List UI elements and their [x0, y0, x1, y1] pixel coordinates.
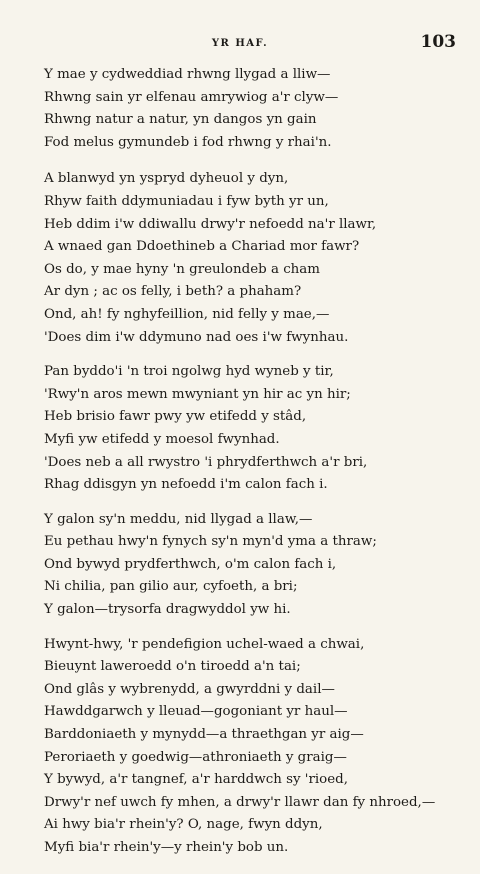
running-head: YR HAF. [211, 38, 269, 49]
poem-line: Ar dyn ; ac os felly, i beth? a phaham? [44, 284, 302, 300]
poem-line: Hwynt-hwy, 'r pendefigion uchel-waed a chwai, [44, 636, 365, 652]
poem-line: Barddoniaeth y mynydd—a thraethgan yr aig— [44, 727, 364, 743]
poem-line: Ni chilia, pan gilio aur, cyfoeth, a bri; [44, 579, 298, 595]
poem-line: Pan byddo'i 'n troi ngolwg hyd wyneb y tir, [44, 364, 334, 380]
poem-line: Heb ddim i'w ddiwallu drwy'r nefoedd na'r llawr, [44, 216, 377, 232]
poem-line: A wnaed gan Ddoethineb a Chariad mor fawr? [44, 239, 360, 255]
stanza [44, 64, 464, 154]
poem-line: Peroriaeth y goedwig—athroniaeth y graig— [44, 749, 347, 765]
poem-line: Heb brisio fawr pwy yw etifedd y stâd, [44, 409, 307, 425]
poem-line: Y bywyd, a'r tangnef, a'r harddwch sy 'rioed, [44, 772, 348, 788]
poem-line: 'Does dim i'w ddymuno nad oes i'w fwynhau. [44, 329, 349, 345]
poem-line: Y galon sy'n meddu, nid llygad a llaw,— [44, 511, 313, 527]
poem-line: Myfi yw etifedd y moesol fwynhad. [44, 431, 280, 447]
poem-line: Drwy'r nef uwch fy mhen, a drwy'r llawr dan fy nhroed,— [44, 794, 436, 810]
page-number: 103 [420, 32, 456, 52]
poem-line: Rhyw faith ddymuniadau i fyw byth yr un, [44, 193, 329, 209]
poem-line: Ond bywyd prydferthwch, o'm calon fach i, [44, 556, 337, 572]
stanza [44, 168, 464, 349]
stanza [44, 634, 464, 860]
stanza [44, 509, 464, 622]
poem-line: Myfi bia'r rhein'y—y rhein'y bob un. [44, 840, 289, 855]
poem-line: Y galon—trysorfa dragwyddol yw hi. [44, 602, 291, 618]
poem-line: Ond glâs y wybrenydd, a gwyrddni y dail— [44, 681, 335, 697]
poem-line: Y mae y cydweddiad rhwng llygad a lliw— [44, 67, 331, 82]
poem-line: Ond, ah! fy nghyfeillion, nid felly y mae,— [44, 306, 330, 322]
poem-line: Fod melus gymundeb i fod rhwng y rhai'n. [44, 134, 332, 150]
poem-line: Rhag ddisgyn yn nefoedd i'm calon fach i. [44, 477, 328, 493]
poem-line: Os do, y mae hyny 'n greulondeb a cham [44, 261, 320, 277]
poem-line: 'Does neb a all rwystro 'i phrydferthwch a'r bri, [44, 454, 368, 470]
page-header [0, 28, 480, 58]
poem-line: 'Rwy'n aros mewn mwyniant yn hir ac yn hir; [44, 386, 351, 402]
poem-line: Hawddgarwch y lleuad—gogoniant yr haul— [44, 704, 348, 720]
poem-line: Rhwng natur a natur, yn dangos yn gain [44, 112, 317, 128]
poem-line: Rhwng sain yr elfenau amrywiog a'r clyw— [44, 89, 339, 105]
poem-line: Ai hwy bia'r rhein'y? O, nage, fwyn ddyn, [44, 817, 323, 833]
poem-line: Eu pethau hwy'n fynych sy'n myn'd yma a thraw; [44, 534, 377, 550]
poem-line: Bieuynt laweroedd o'n tiroedd a'n tai; [44, 659, 301, 675]
poem-body [44, 64, 464, 860]
stanza [44, 361, 464, 497]
poem-line: A blanwyd yn yspryd dyheuol y dyn, [44, 171, 289, 187]
